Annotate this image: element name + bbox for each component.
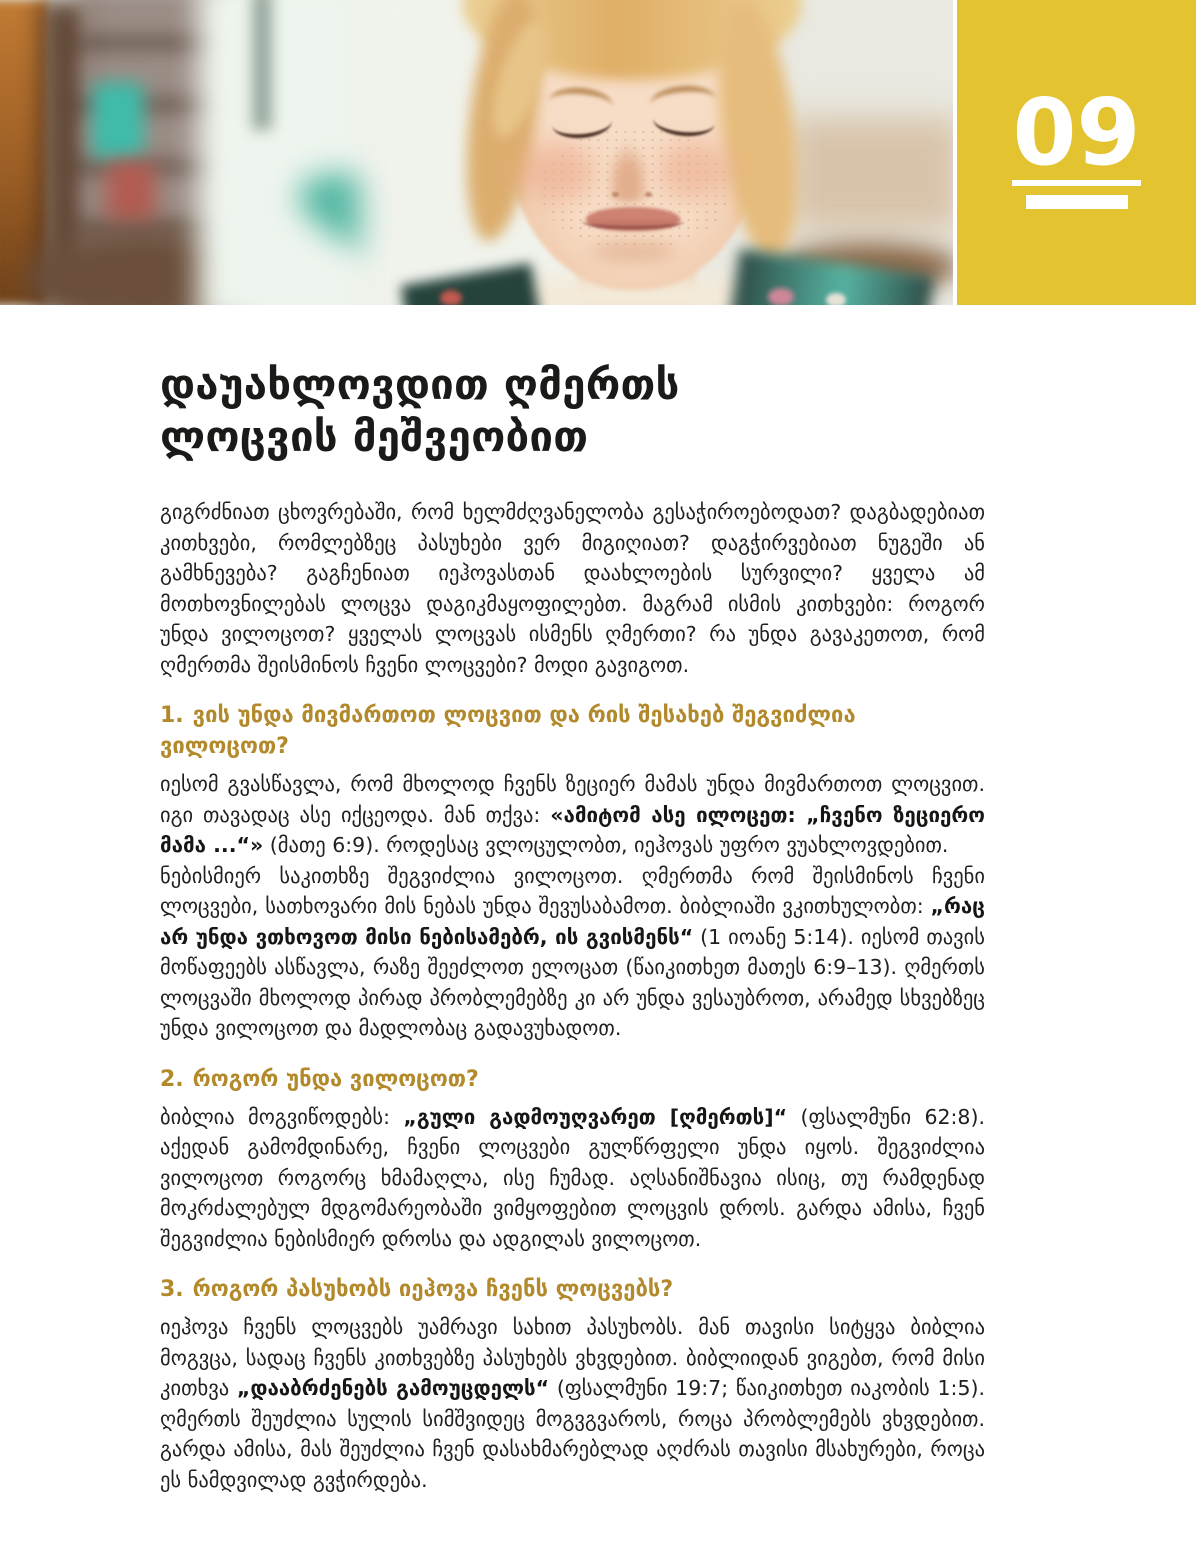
- floral-pattern-dot: [768, 288, 794, 305]
- warm-highlight-blur: [790, 118, 953, 230]
- section-1-number: 1.: [160, 703, 184, 728]
- section-3: [160, 1274, 985, 1495]
- section-1: [160, 700, 985, 1044]
- lesson-number-underline-bar: [1026, 195, 1128, 209]
- section-1-heading: [160, 700, 985, 762]
- left-cheek-blush: [518, 142, 594, 202]
- section-2-title: როგორ უნდა ვილოცოთ?: [192, 1066, 479, 1092]
- lesson-number-badge: [957, 0, 1196, 305]
- section-2-number: 2.: [160, 1066, 184, 1092]
- smile-line: [582, 214, 684, 229]
- section-1-paragraph-2: ნებისმიერ საკითხზე შეგვიძლია ვილოცოთ. ღმერთმა რომ შეისმინოს ჩვენი ლოცვები, სათხოვარი მის ნებას უნდა შევუსაბამოთ. ბიბლიაში ვკითხულობთ: „რაც არ უნდა ვთხოვოთ მისი ნებისამებრ, ის გვისმენს“ (1 იოანე 5:14). იესომ თავის მოწაფეებს ასწავლა, რაზე შეეძლოთ ელოცათ (წაიკითხეთ მათეს 6:9–13). ღმერთს ლოცვაში მხოლოდ პირად პრობლემებზე კი არ უნდა ვესაუბროთ, არამედ სხვებზეც უნდა ვილოცოთ და მადლობაც გადავუხადოთ.: [160, 863, 985, 1040]
- section-3-paragraph-1: იეჰოვა ჩვენს ლოცვებს უამრავი სახით პასუხობს. მან თავისი სიტყვა ბიბლია მოგვცა, სადაც ჩვენს კითხვებზე პასუხებს ვხვდებით. ბიბლიიდან ვიგებთ, რომ მისი კითხვა „დააბრძენებს გამოუცდელს“ (ფსალმუნი 19:7; წაიკითხეთ იაკობის 1:5). ღმერთს შეუძლია სულის სიმშვიდეც მოგვგვაროს, როცა პრობლემებს ვხვდებით. გარდა ამისა, მას შეუძლია ჩვენ დასახმარებლად აღძრას თავისი მსახურები, როცა ეს ნამდვილად გვჭირდება.: [160, 1315, 986, 1492]
- section-2: [160, 1064, 985, 1255]
- lesson-content: [160, 305, 985, 1495]
- lesson-number: 09: [1012, 79, 1141, 186]
- window-light-blur: [198, 0, 370, 305]
- title-line-2: ლოცვის მეშვეობით: [160, 412, 589, 461]
- section-3-title: როგორ პასუხობს იეჰოვა ჩვენს ლოცვებს?: [192, 1277, 674, 1302]
- page-header: [0, 0, 1200, 305]
- woman-praying-photo: [0, 0, 953, 305]
- floral-pattern-dot: [440, 290, 462, 305]
- section-1-paragraph-1: იესომ გვასწავლა, რომ მხოლოდ ჩვენს ზეციერ მამას უნდა მივმართოთ ლოცვით. იგი თავადაც ასე იქცეოდა. მან თქვა: «ამიტომ ასე ილოცეთ: „ჩვენო ზეციერო მამა ...“» (მათე 6:9). როდესაც ვლოცულობთ, იეჰოვას უფრო ვუახლოვდებით.: [160, 772, 985, 857]
- title-line-1: დაუახლოვდით ღმერთს: [160, 360, 680, 409]
- right-cheek-blush: [658, 140, 734, 200]
- section-3-number: 3.: [160, 1277, 184, 1302]
- floral-pattern-dot: [826, 293, 846, 305]
- left-nostril: [612, 192, 619, 197]
- section-2-paragraph-1: ბიბლია მოგვიწოდებს: „გული გადმოუღვარეთ [ღმერთს]“ (ფსალმუნი 62:8). აქედან გამომდინარე, ჩვენი ლოცვები გულწრფელი უნდა იყოს. შეგვიძლია ვილოცოთ როგორც ხმამაღლა, ისე ჩუმად. აღსანიშნავია ისიც, თუ რამდენად მოკრძალებულ მდგომარეობაში ვიმყოფებით ლოცვის დროს. გარდა ამისა, ჩვენ შეგვიძლია ნებისმიერ დროსა და ადგილას ვილოცოთ.: [160, 1104, 985, 1251]
- window-frame-blur: [252, 0, 272, 130]
- teal-book-blur: [92, 82, 144, 160]
- section-3-heading: [160, 1274, 985, 1305]
- page-title: [160, 359, 985, 463]
- section-1-title: ვის უნდა მივმართოთ ლოცვით და რის შესახებ შეგვიძლია ვილოცოთ?: [160, 703, 856, 759]
- right-nostril: [645, 192, 652, 197]
- section-2-heading: [160, 1064, 985, 1095]
- chin-shadow: [592, 240, 676, 262]
- intro-paragraph: გიგრძნიათ ცხოვრებაში, რომ ხელმძღვანელობა გესაჭიროებოდათ? დაგბადებიათ კითხვები, რომლებზეც პასუხები ვერ მიგიღიათ? დაგჭირვებიათ ნუგეში ან გამხნევება? გაგჩენიათ იეჰოვასთან დაახლოების სურვილი? ყველა ამ მოთხოვნილებას ლოცვა დაგიკმაყოფილებთ. მაგრამ ისმის კითხვები: როგორ უნდა ვილოცოთ? ყველას ლოცვას ისმენს ღმერთი? რა უნდა გავაკეთოთ, რომ ღმერთმა შეისმინოს ჩვენი ლოცვები? მოდი გავიგოთ.: [160, 500, 985, 677]
- red-book-blur: [106, 160, 156, 224]
